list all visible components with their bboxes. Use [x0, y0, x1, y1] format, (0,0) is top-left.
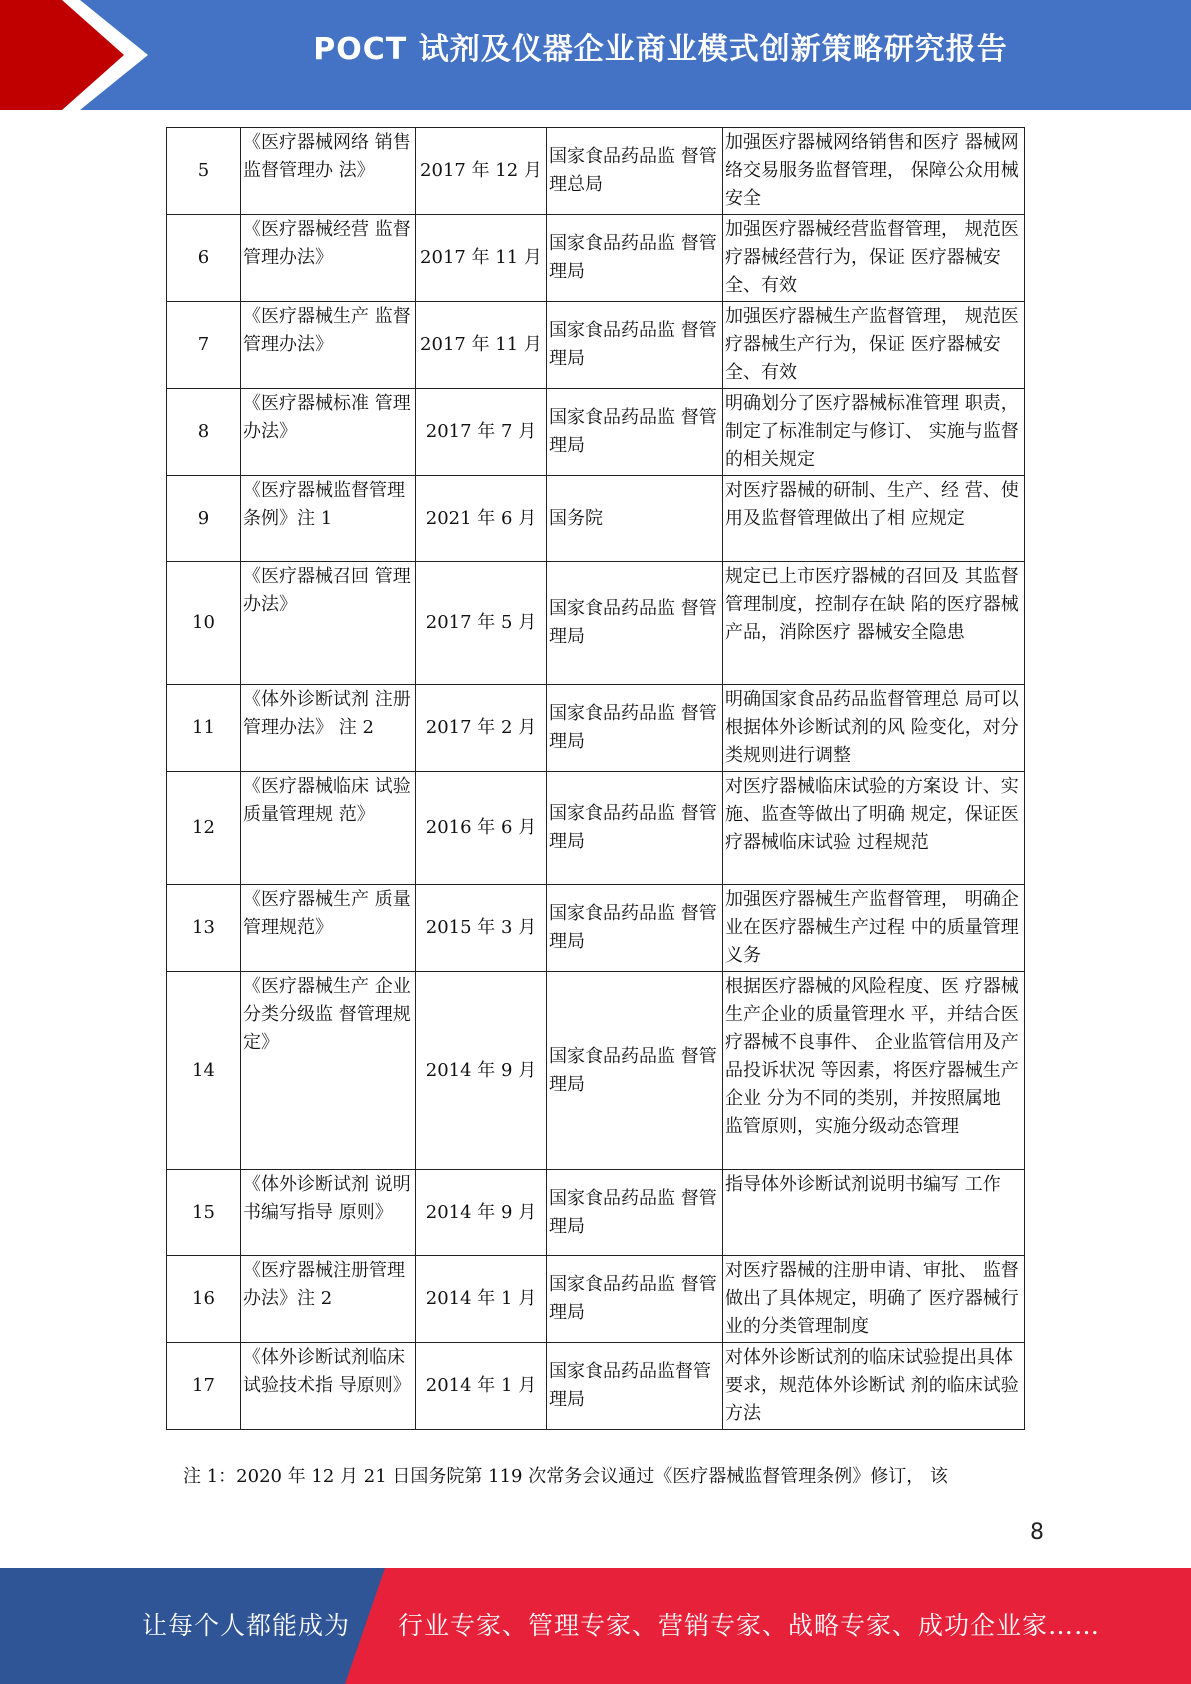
issue-date: 2014 年 9 月 — [416, 972, 547, 1170]
row-number: 12 — [167, 772, 241, 885]
row-number: 5 — [167, 128, 241, 215]
row-number: 16 — [167, 1256, 241, 1343]
policy-name: 《医疗器械生产 质量管理规范》 — [241, 885, 416, 972]
report-title: POCT 试剂及仪器企业商业模式创新策略研究报告 — [313, 32, 1008, 67]
table-row — [167, 128, 1025, 215]
policy-name: 《医疗器械网络 销售监督管理办 法》 — [241, 128, 416, 215]
issue-date: 2017 年 5 月 — [416, 562, 547, 685]
table-row — [167, 476, 1025, 562]
issue-date: 2017 年 7 月 — [416, 389, 547, 476]
policy-name: 《体外诊断试剂临床试验技术指 导原则》 — [241, 1343, 416, 1430]
header-banner — [0, 0, 1191, 110]
issue-date: 2016 年 6 月 — [416, 772, 547, 885]
issue-date: 2017 年 11 月 — [416, 215, 547, 302]
issuing-body: 国家食品药品监 督管理局 — [547, 1256, 723, 1343]
footer-slogan-left: 让每个人都能成为 — [142, 1611, 351, 1640]
table-row — [167, 1170, 1025, 1256]
row-number: 17 — [167, 1343, 241, 1430]
table-row — [167, 885, 1025, 972]
policy-description: 对体外诊断试剂的临床试验提出具体要求，规范体外诊断试 剂的临床试验方法 — [723, 1343, 1025, 1430]
policy-name: 《医疗器械标准 管理办法》 — [241, 389, 416, 476]
policy-table-body — [167, 128, 1025, 1430]
issuing-body: 国务院 — [547, 476, 723, 562]
issuing-body: 国家食品药品监 督管理局 — [547, 1170, 723, 1256]
issuing-body: 国家食品药品监 督管理局 — [547, 215, 723, 302]
row-number: 10 — [167, 562, 241, 685]
table-row — [167, 389, 1025, 476]
issue-date: 2017 年 2 月 — [416, 685, 547, 772]
policy-description: 对医疗器械的注册申请、审批、 监督做出了具体规定，明确了 医疗器械行业的分类管理制度 — [723, 1256, 1025, 1343]
issuing-body: 国家食品药品监 督管理总局 — [547, 128, 723, 215]
footer-slogan-right: 行业专家、管理专家、营销专家、战略专家、成功企业家…… — [398, 1611, 1101, 1640]
policy-name: 《医疗器械生产 监督管理办法》 — [241, 302, 416, 389]
policy-description: 加强医疗器械经营监督管理， 规范医疗器械经营行为，保证 医疗器械安全、有效 — [723, 215, 1025, 302]
issue-date: 2017 年 11 月 — [416, 302, 547, 389]
table-row — [167, 562, 1025, 685]
issuing-body: 国家食品药品监 督管理局 — [547, 562, 723, 685]
policy-name: 《医疗器械注册管理办法》注 2 — [241, 1256, 416, 1343]
issuing-body: 国家食品药品监 督管理局 — [547, 972, 723, 1170]
policy-name: 《体外诊断试剂 注册管理办法》 注 2 — [241, 685, 416, 772]
row-number: 11 — [167, 685, 241, 772]
policy-description: 对医疗器械临床试验的方案设 计、实施、监查等做出了明确 规定，保证医疗器械临床试验 过程规范 — [723, 772, 1025, 885]
policy-description: 加强医疗器械生产监督管理， 规范医疗器械生产行为，保证 医疗器械安全、有效 — [723, 302, 1025, 389]
table-row — [167, 302, 1025, 389]
issue-date: 2017 年 12 月 — [416, 128, 547, 215]
footnote: 注 1：2020 年 12 月 21 日国务院第 119 次常务会议通过《医疗器械监督管理条例》修订， 该 — [183, 1466, 948, 1487]
row-number: 14 — [167, 972, 241, 1170]
footer-banner — [0, 1568, 1191, 1684]
policy-description: 根据医疗器械的风险程度、医 疗器械生产企业的质量管理水 平，并结合医疗器械不良事件、 企业监管信用及产品投诉状况 等因素，将医疗器械生产企业 分为不同的类别，并按照属地 监管原则，实施分级动态管理 — [723, 972, 1025, 1170]
table-row — [167, 215, 1025, 302]
issuing-body: 国家食品药品监 督管理局 — [547, 685, 723, 772]
policy-description: 指导体外诊断试剂说明书编写 工作 — [723, 1170, 1025, 1256]
policy-description: 规定已上市医疗器械的召回及 其监督管理制度，控制存在缺 陷的医疗器械产品，消除医疗 器械安全隐患 — [723, 562, 1025, 685]
issuing-body: 国家食品药品监 督管理局 — [547, 302, 723, 389]
table-row — [167, 685, 1025, 772]
page-number: 8 — [1030, 1520, 1044, 1545]
issue-date: 2021 年 6 月 — [416, 476, 547, 562]
policy-name: 《医疗器械召回 管理办法》 — [241, 562, 416, 685]
policy-description: 明确国家食品药品监督管理总 局可以根据体外诊断试剂的风 险变化，对分类规则进行调整 — [723, 685, 1025, 772]
policy-name: 《体外诊断试剂 说明书编写指导 原则》 — [241, 1170, 416, 1256]
row-number: 6 — [167, 215, 241, 302]
row-number: 9 — [167, 476, 241, 562]
issuing-body: 国家食品药品监 督管理局 — [547, 389, 723, 476]
policy-table — [166, 127, 1025, 1430]
policy-name: 《医疗器械经营 监督管理办法》 — [241, 215, 416, 302]
policy-name: 《医疗器械临床 试验质量管理规 范》 — [241, 772, 416, 885]
issue-date: 2015 年 3 月 — [416, 885, 547, 972]
issuing-body: 国家食品药品监 督管理局 — [547, 772, 723, 885]
policy-description: 加强医疗器械生产监督管理， 明确企业在医疗器械生产过程 中的质量管理义务 — [723, 885, 1025, 972]
row-number: 7 — [167, 302, 241, 389]
row-number: 8 — [167, 389, 241, 476]
policy-name: 《医疗器械监督管理条例》注 1 — [241, 476, 416, 562]
policy-description: 明确划分了医疗器械标准管理 职责，制定了标准制定与修订、 实施与监督的相关规定 — [723, 389, 1025, 476]
row-number: 13 — [167, 885, 241, 972]
table-row — [167, 972, 1025, 1170]
policy-description: 加强医疗器械网络销售和医疗 器械网络交易服务监督管理， 保障公众用械安全 — [723, 128, 1025, 215]
issuing-body: 国家食品药品监督管理局 — [547, 1343, 723, 1430]
issue-date: 2014 年 1 月 — [416, 1256, 547, 1343]
policy-description: 对医疗器械的研制、生产、经 营、使用及监督管理做出了相 应规定 — [723, 476, 1025, 562]
row-number: 15 — [167, 1170, 241, 1256]
table-row — [167, 1256, 1025, 1343]
table-row — [167, 772, 1025, 885]
policy-name: 《医疗器械生产 企业分类分级监 督管理规定》 — [241, 972, 416, 1170]
issue-date: 2014 年 1 月 — [416, 1343, 547, 1430]
table-row — [167, 1343, 1025, 1430]
issuing-body: 国家食品药品监 督管理局 — [547, 885, 723, 972]
issue-date: 2014 年 9 月 — [416, 1170, 547, 1256]
